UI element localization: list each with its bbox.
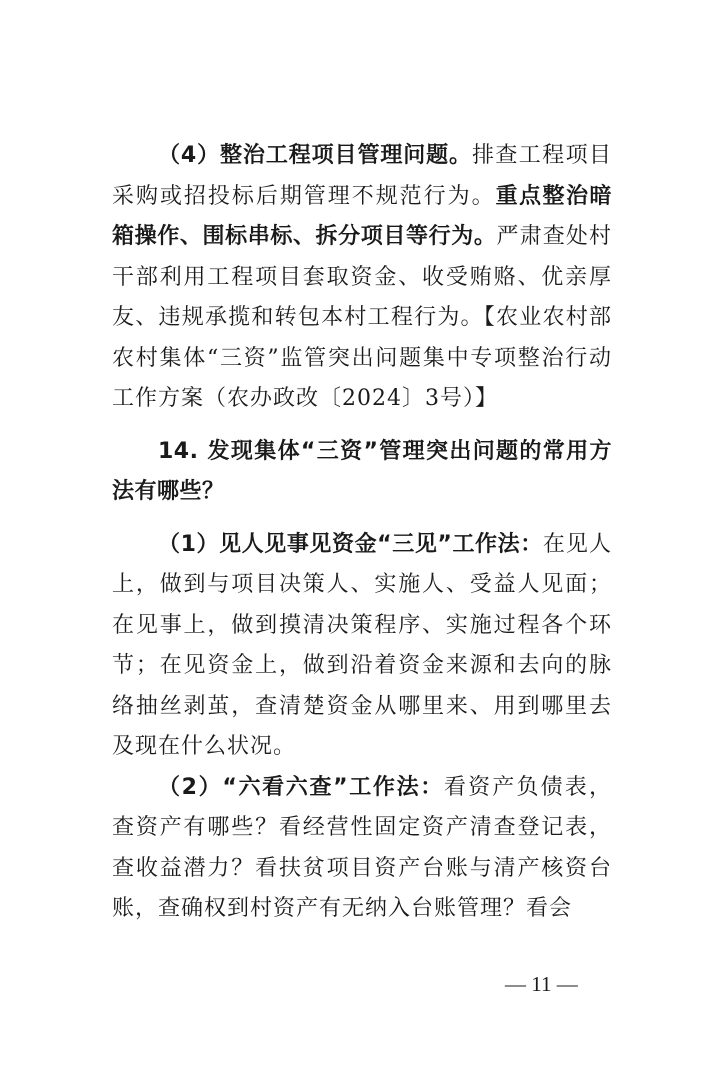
paragraph-text: 排查工程项目采购或招投标后期管理不规范行为。 [112,143,612,209]
paragraph-text: 在见人上，做到与项目决策人、实施人、受益人见面；在见事上，做到摸清决策程序、实施过程各个环节；在见资金上，做到沿着资金来源和去向的脉络抽丝剥茧，查清楚资金从哪里来、用到哪里去及现在什么状况。 [112,531,612,759]
paragraph-six-looks-method [112,768,612,930]
page-number: — 11 — [505,972,578,996]
paragraph-emphasis: 重点整治暗箱操作、围标串标、拆分项目等行为。 [112,183,612,249]
paragraph-heading: （2）“六看六查”工作法： [158,774,444,800]
paragraph-text: 看资产负债表，查资产有哪些？看经营性固定资产清查登记表，查收益潜力？看扶贫项目资产台账与清产核资台账，查确权到村资产有无纳入台账管理？看会 [112,774,612,921]
paragraph-heading: （4）整治工程项目管理问题。 [158,143,472,168]
question-14-heading [112,432,612,513]
paragraph-project-management [112,136,612,420]
paragraph-heading: （1）见人见事见资金“三见”工作法： [158,531,543,557]
question-title: 14. 发现集体“三资”管理突出问题的常用方法有哪些？ [112,438,612,504]
paragraph-three-sees-method [112,525,612,768]
document-body [112,136,612,930]
paragraph-text: 严肃查处村干部利用工程项目套取资金、收受贿赂、优亲厚友、违规承揽和转包本村工程行为。【农业农村部农村集体“三资”监管突出问题集中专项整治行动工作方案（农办政改〔2024〕3号）】 [112,224,612,411]
